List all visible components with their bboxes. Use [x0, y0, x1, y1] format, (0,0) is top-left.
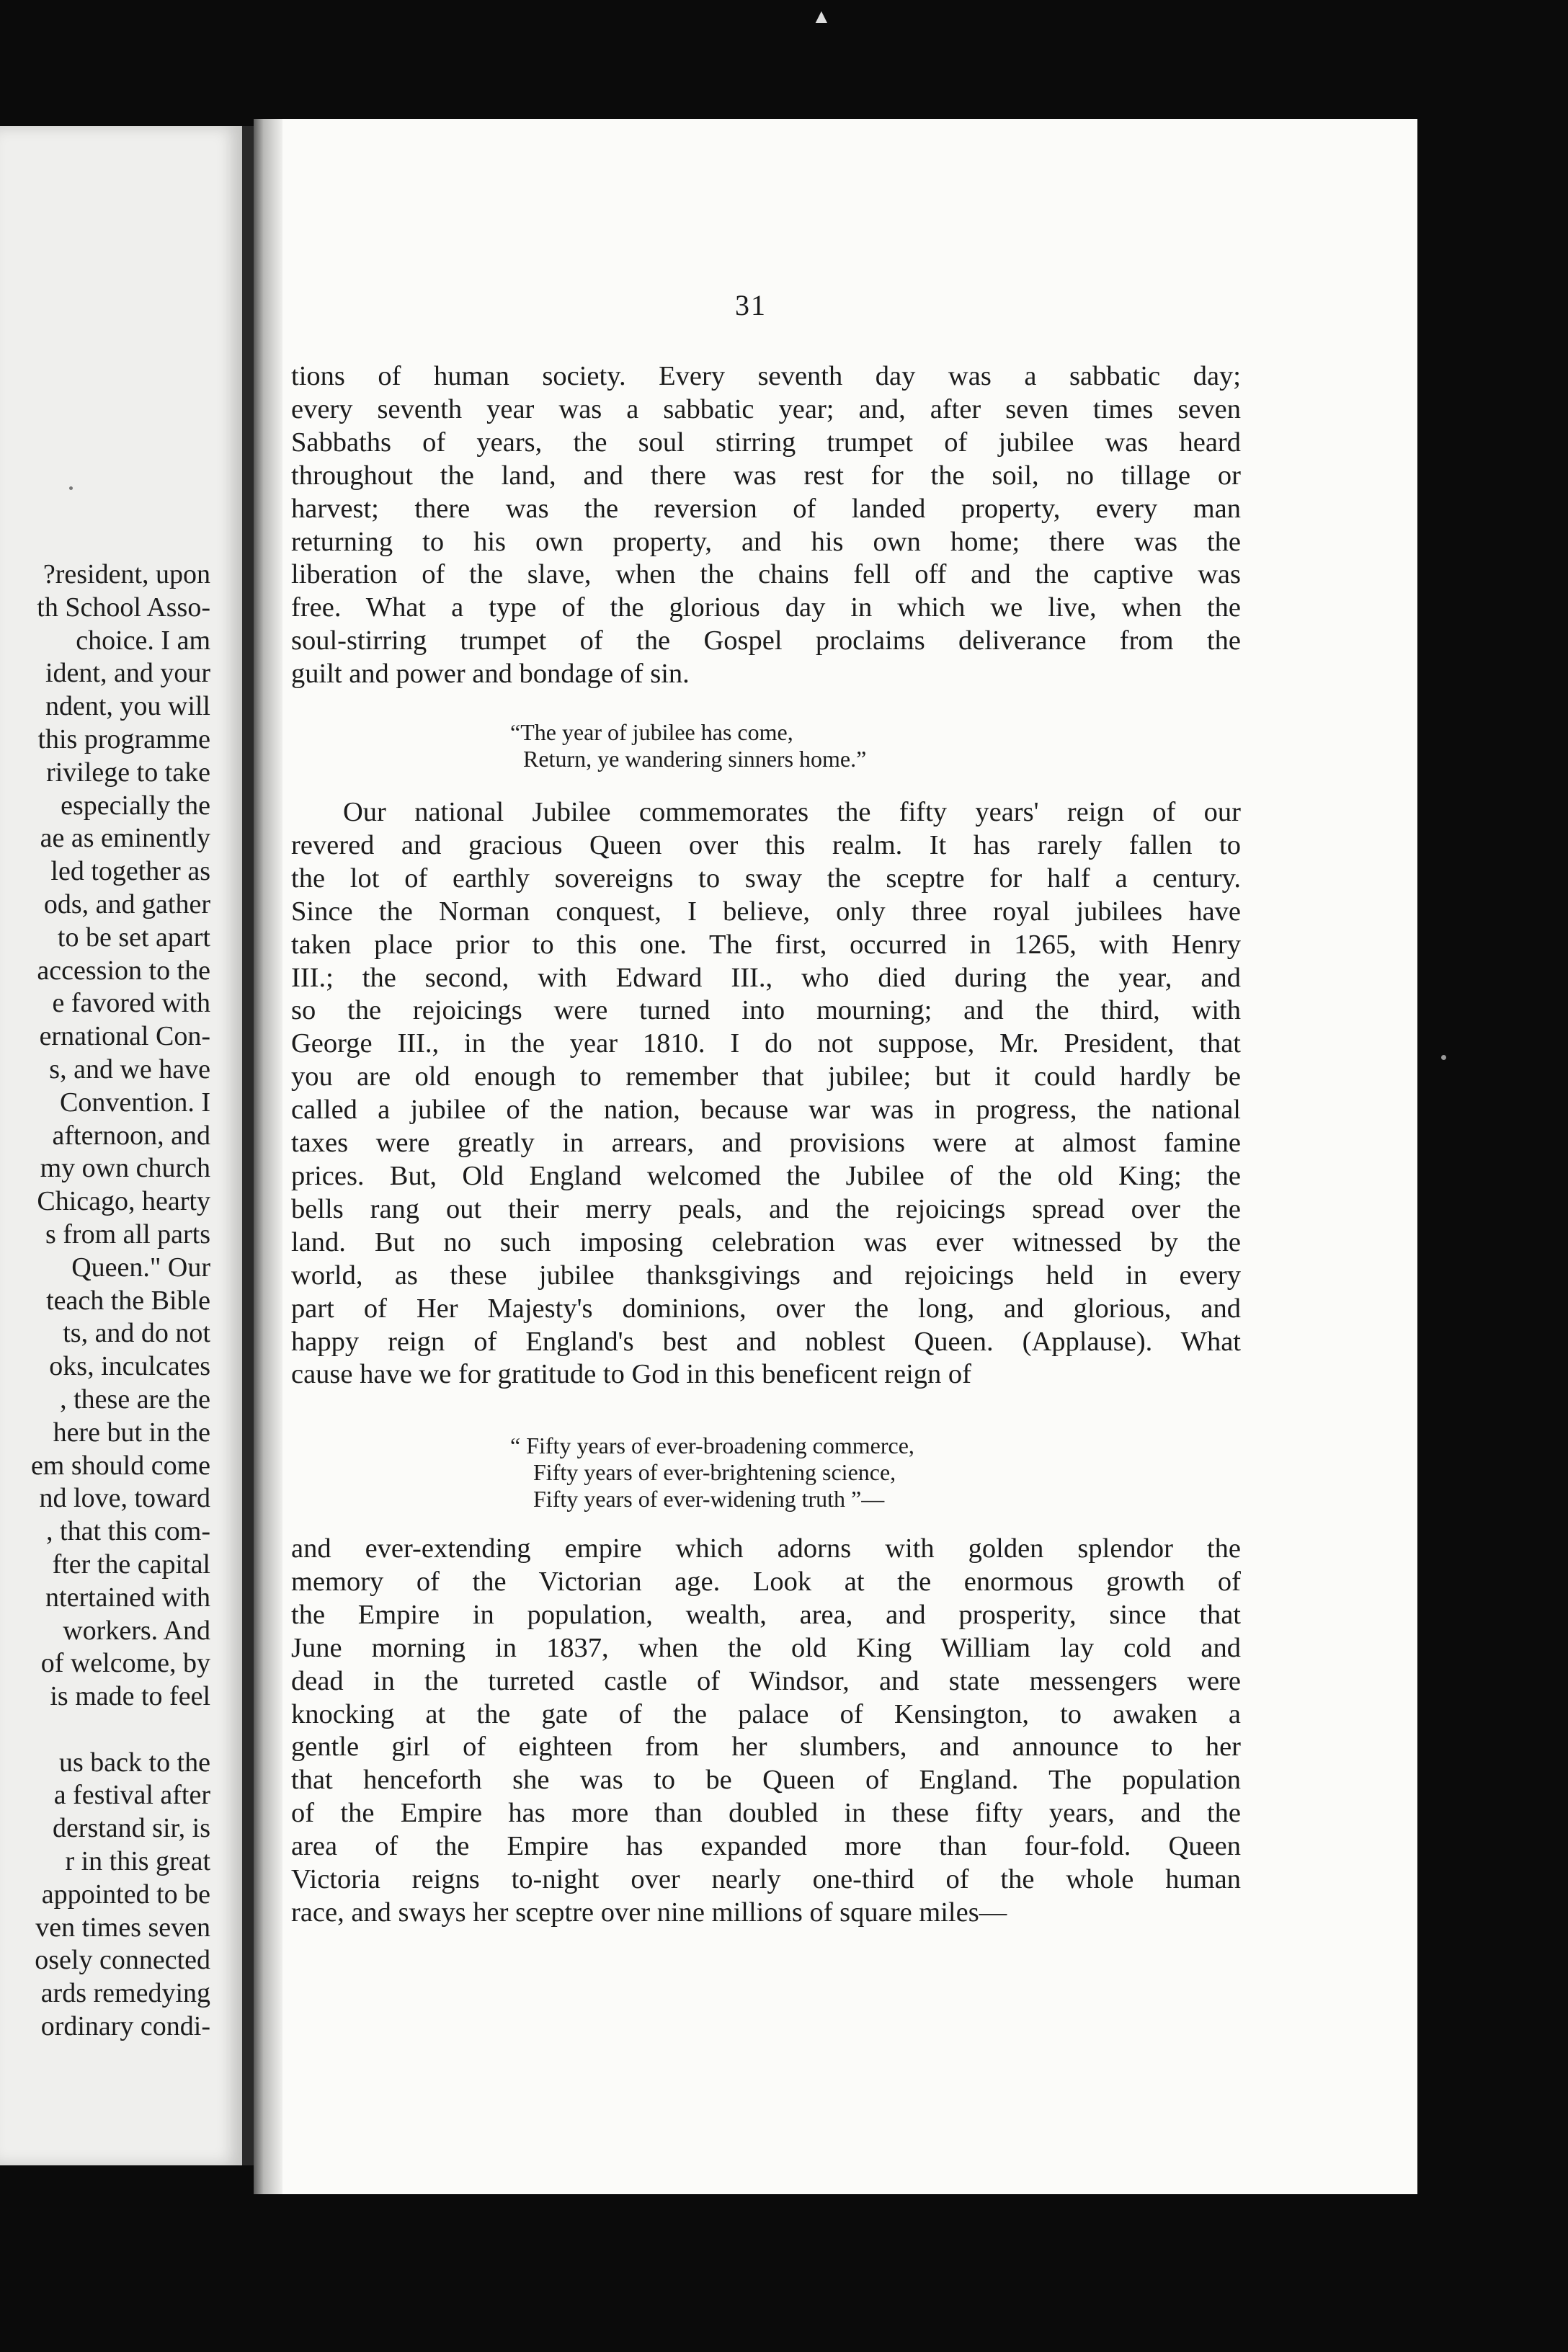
text-line: em should come — [30, 1450, 210, 1481]
text-line: so the rejoicings were turned into mourning; and the third, with — [291, 995, 1241, 1026]
text-line: of welcome, by — [40, 1648, 210, 1679]
text-line: ods, and gather — [43, 888, 210, 919]
text-line: memory of the Victorian age. Look at the enormous growth of — [291, 1566, 1241, 1597]
text-line: III.; the second, with Edward III., who died during the year, and — [291, 962, 1241, 993]
text-line: ards remedying — [40, 1978, 210, 2009]
text-line: my own church — [40, 1153, 210, 1184]
text-line: prices. But, Old England welcomed the Jubilee of the old King; the — [291, 1160, 1241, 1191]
text-line: ernational Con- — [39, 1021, 210, 1052]
verse-line: Return, ye wandering sinners home.” — [523, 746, 867, 772]
page-number: 31 — [735, 289, 767, 321]
text-line: nd love, toward — [39, 1483, 210, 1514]
text-line: knocking at the gate of the palace of Kensington, to awaken a — [291, 1698, 1241, 1729]
text-line: oks, inculcates — [49, 1351, 210, 1382]
text-line: ntertained with — [45, 1582, 210, 1613]
text-line: bells rang out their merry peals, and the rejoicings spread over the — [291, 1193, 1241, 1224]
text-line: derstand sir, is — [52, 1813, 210, 1844]
text-line: tions of human society. Every seventh day was a sabbatic day; — [291, 361, 1241, 391]
text-line: afternoon, and — [52, 1120, 210, 1151]
text-line: cause have we for gratitude to God in this beneficent reign of — [291, 1359, 971, 1390]
text-line: rivilege to take — [46, 757, 210, 788]
verse-line: “ Fifty years of ever-broadening commerce, — [510, 1433, 914, 1458]
text-line: ident, and your — [45, 658, 210, 689]
text-line: of the Empire has more than doubled in these fifty years, and the — [291, 1798, 1241, 1829]
text-line: ndent, you will — [45, 691, 210, 722]
text-line: Convention. I — [60, 1087, 210, 1118]
text-line: land. But no such imposing celebration was ever witnessed by the — [291, 1226, 1241, 1257]
text-line: you are old enough to remember that jubilee; but it could hardly be — [291, 1061, 1241, 1092]
text-line: Since the Norman conquest, I believe, only three royal jubilees have — [291, 896, 1241, 927]
text-line: Chicago, hearty — [37, 1186, 210, 1217]
text-line: Sabbaths of years, the soul stirring trumpet of jubilee was heard — [291, 427, 1241, 458]
text-line: taken place prior to this one. The first, occurred in 1265, with Henry — [291, 929, 1241, 960]
verse-line: Fifty years of ever-brightening science, — [533, 1459, 896, 1485]
text-line: race, and sways her sceptre over nine millions of square miles— — [291, 1897, 1007, 1928]
text-line: s, and we have — [49, 1054, 210, 1084]
text-line: that henceforth she was to be Queen of England. The population — [291, 1765, 1241, 1796]
text-line: soul-stirring trumpet of the Gospel proclaims deliverance from the — [291, 625, 1241, 656]
paragraph-sabbatic-jubilee — [291, 360, 1241, 691]
text-line: the lot of earthly sovereigns to sway the sceptre for half a century. — [291, 863, 1241, 894]
previous-page — [0, 126, 242, 2165]
ink-speck — [1441, 1055, 1446, 1060]
text-line: fter the capital — [52, 1549, 210, 1580]
text-line — [31, 1714, 210, 1747]
text-line: teach the Bible — [46, 1285, 210, 1316]
text-line: osely connected — [35, 1945, 210, 1976]
text-line: ae as eminently — [40, 823, 210, 854]
text-line: and ever-extending empire which adorns with golden splendor the — [291, 1533, 1241, 1564]
text-line: area of the Empire has expanded more than four-fold. Queen — [291, 1831, 1241, 1862]
text-line: free. What a type of the glorious day in which we live, when the — [291, 592, 1241, 623]
previous-page-text — [31, 558, 210, 2044]
text-line: part of Her Majesty's dominions, over the long, and glorious, and — [291, 1293, 1241, 1324]
text-line: Our national Jubilee commemorates the fifty years' reign of our — [343, 797, 1241, 827]
text-line: happy reign of England's best and noblest Queen. (Applause). What — [291, 1326, 1241, 1357]
text-line: a festival after — [53, 1780, 210, 1811]
verse-year-of-jubilee — [510, 719, 866, 772]
text-line: e favored with — [52, 988, 210, 1019]
text-line: us back to the — [58, 1747, 210, 1778]
text-line: gentle girl of eighteen from her slumbers, and announce to her — [291, 1732, 1241, 1763]
text-line: throughout the land, and there was rest for the soil, no tillage or — [291, 460, 1241, 491]
verse-fifty-years — [510, 1433, 914, 1513]
text-line: called a jubilee of the nation, because war was in progress, the national — [291, 1095, 1241, 1126]
paragraph-national-jubilee — [291, 796, 1241, 1391]
verse-line: Fifty years of ever-widening truth ”— — [533, 1486, 885, 1512]
text-line: accession to the — [37, 955, 210, 986]
text-line: ?resident, upon — [43, 559, 210, 589]
text-line: revered and gracious Queen over this realm. It has rarely fallen to — [291, 829, 1241, 860]
verse-line: “The year of jubilee has come, — [510, 719, 793, 745]
text-line: guilt and power and bondage of sin. — [291, 659, 690, 690]
text-line: led together as — [50, 856, 210, 887]
text-line: th School Asso- — [37, 592, 210, 623]
scan-mark: ▲ — [811, 6, 832, 28]
text-line: taxes were greatly in arrears, and provisions were at almost famine — [291, 1128, 1241, 1159]
text-line: is made to feel — [50, 1681, 210, 1712]
text-line: ven times seven — [35, 1912, 210, 1943]
text-line: , these are the — [60, 1384, 210, 1415]
text-line: returning to his own property, and his own home; there was the — [291, 526, 1241, 557]
text-line: Queen." Our — [71, 1252, 210, 1283]
text-line: the Empire in population, wealth, area, and prosperity, since that — [291, 1599, 1241, 1630]
text-line: liberation of the slave, when the chains fell off and the captive was — [291, 559, 1241, 590]
book-spine — [242, 126, 254, 2165]
text-line: r in this great — [65, 1846, 210, 1877]
text-line: George III., in the year 1810. I do not suppose, Mr. President, that — [291, 1028, 1241, 1059]
text-line: dead in the turreted castle of Windsor, and state messengers were — [291, 1665, 1241, 1696]
page-gutter-shadow — [254, 119, 282, 2194]
text-line: every seventh year was a sabbatic year; and, after seven times seven — [291, 393, 1241, 424]
text-line: ordinary condi- — [40, 2011, 210, 2042]
text-line: choice. I am — [76, 625, 210, 656]
text-line: this programme — [37, 723, 210, 754]
text-line: to be set apart — [57, 922, 210, 953]
text-line: workers. And — [63, 1615, 210, 1646]
ink-speck — [69, 486, 73, 490]
text-line: here but in the — [53, 1417, 210, 1448]
text-line: ts, and do not — [63, 1318, 210, 1349]
text-line: appointed to be — [41, 1879, 210, 1910]
text-line: world, as these jubilee thanksgivings and rejoicings held in every — [291, 1260, 1241, 1291]
text-line: June morning in 1837, when the old King William lay cold and — [291, 1632, 1241, 1663]
text-line: , that this com- — [46, 1516, 210, 1547]
paragraph-empire-growth — [291, 1533, 1241, 1930]
text-line: harvest; there was the reversion of landed property, every man — [291, 493, 1241, 524]
text-line: s from all parts — [45, 1219, 210, 1250]
text-line: Victoria reigns to-night over nearly one-third of the whole human — [291, 1864, 1241, 1895]
text-line: especially the — [61, 790, 210, 821]
